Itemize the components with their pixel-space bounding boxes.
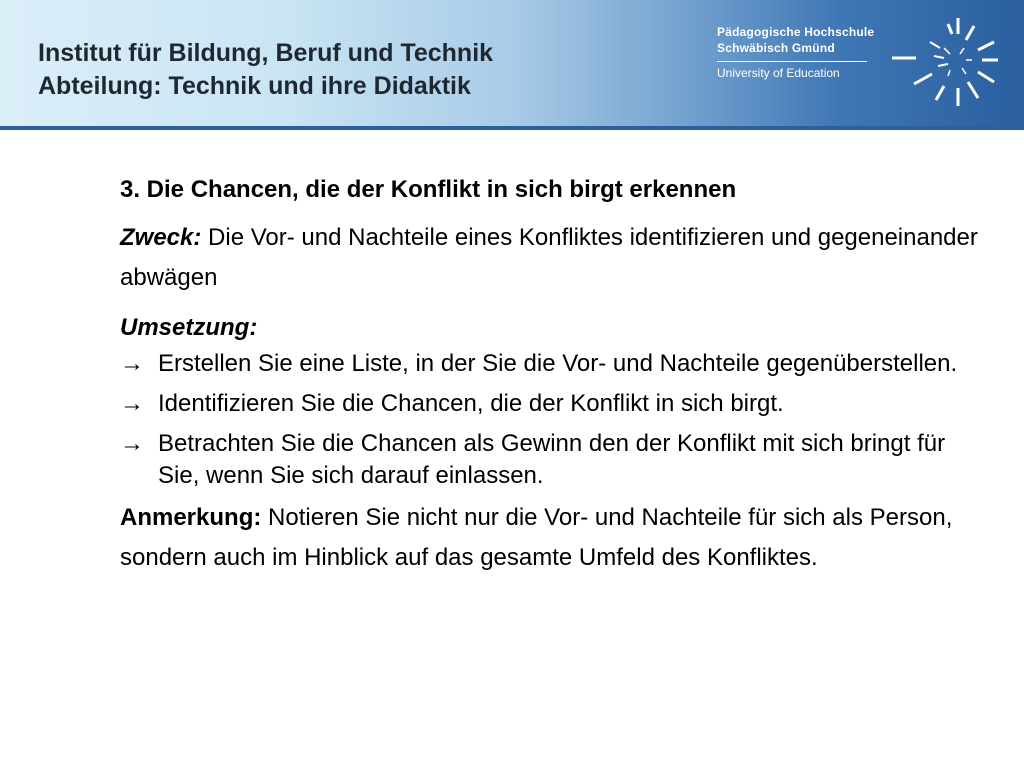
- slide-content: [120, 170, 980, 578]
- list-item-text: Erstellen Sie eine Liste, in der Sie die Vor- und Nachteile gegenüberstellen.: [158, 350, 958, 377]
- header-title-line2: Abteilung: Technik und ihre Didaktik: [38, 72, 471, 100]
- arrow-right-icon: →: [120, 350, 144, 377]
- anmerkung-label: Anmerkung:: [120, 504, 262, 531]
- zweck-text: Die Vor- und Nachteile eines Konfliktes identifizieren und gegeneinander abwägen: [120, 224, 978, 291]
- header-divider: [0, 126, 1024, 130]
- list-item: [120, 428, 980, 492]
- header-title: [38, 37, 493, 103]
- arrow-right-icon: →: [120, 390, 144, 417]
- list-item: [120, 388, 980, 420]
- list-item-text: Betrachten Sie die Chancen als Gewinn den der Konflikt mit sich bringt für Sie, wenn Sie sich darauf einlassen.: [158, 430, 946, 489]
- header-title-line1: Institut für Bildung, Beruf und Technik: [38, 39, 494, 67]
- arrow-right-icon: →: [120, 430, 144, 457]
- zweck-label: Zweck:: [120, 224, 202, 251]
- logo-name-line2: Schwäbisch Gmünd: [717, 41, 835, 55]
- anmerkung-text: Notieren Sie nicht nur die Vor- und Nachteile für sich als Person, sondern auch im Hinblick auf das gesamte Umfeld des Konfliktes.: [120, 504, 953, 571]
- zweck-paragraph: [120, 218, 980, 298]
- logo-name-line1: Pädagogische Hochschule: [717, 25, 875, 39]
- starburst-logo-icon: [886, 12, 1010, 116]
- university-logo-text: [717, 24, 874, 81]
- logo-divider: [717, 61, 867, 62]
- anmerkung-paragraph: [120, 498, 980, 578]
- umsetzung-label: Umsetzung:: [120, 314, 258, 341]
- list-item: [120, 348, 980, 380]
- logo-subtitle: University of Education: [717, 66, 840, 80]
- header-banner: [0, 0, 1024, 126]
- section-heading: 3. Die Chancen, die der Konflikt in sich birgt erkennen: [120, 176, 737, 203]
- list-item-text: Identifizieren Sie die Chancen, die der Konflikt in sich birgt.: [158, 390, 784, 417]
